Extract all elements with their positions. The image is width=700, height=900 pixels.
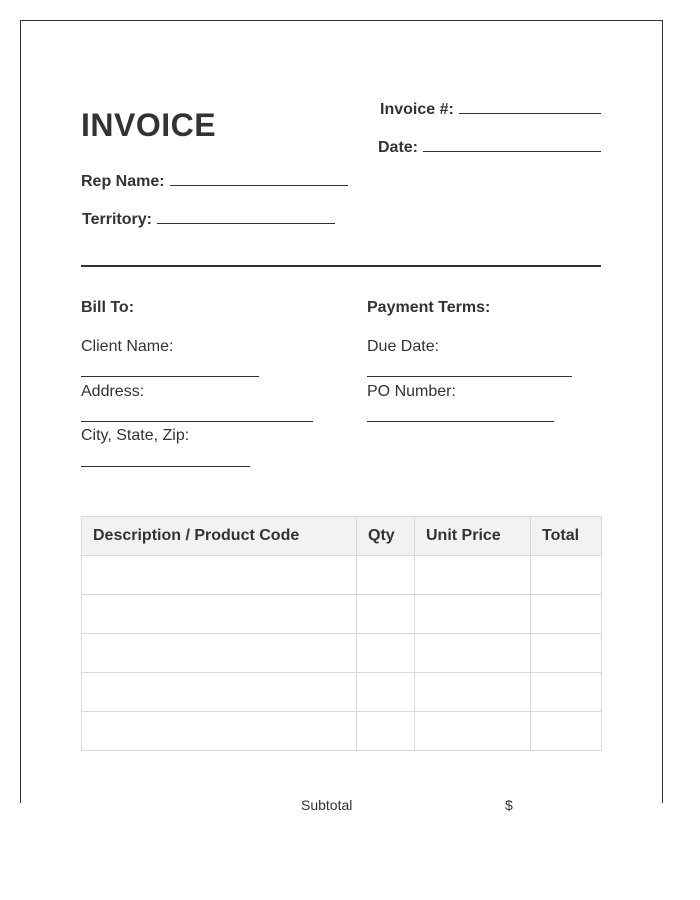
invoice-number-label: Invoice #: <box>380 101 454 118</box>
table-row <box>82 673 602 712</box>
line-items-table <box>81 516 602 751</box>
bill-to-heading: Bill To: <box>81 299 135 316</box>
invoice-number-field <box>380 99 601 119</box>
cell-total[interactable] <box>531 556 602 595</box>
cell-unit-price[interactable] <box>415 634 531 673</box>
invoice-title: INVOICE <box>81 107 217 143</box>
cell-qty[interactable] <box>357 673 415 712</box>
po-number-line[interactable] <box>367 421 554 422</box>
subtotal-currency: $ <box>505 797 513 813</box>
due-date-line[interactable] <box>367 376 572 377</box>
table-row <box>82 556 602 595</box>
cell-description[interactable] <box>82 673 357 712</box>
cell-total[interactable] <box>531 712 602 751</box>
rep-name-label: Rep Name: <box>81 173 165 190</box>
table-header-row <box>82 517 602 556</box>
cell-total[interactable] <box>531 595 602 634</box>
date-field <box>378 137 601 157</box>
cell-unit-price[interactable] <box>415 556 531 595</box>
cell-description[interactable] <box>82 595 357 634</box>
header-divider <box>81 265 601 267</box>
column-header-total: Total <box>531 517 602 556</box>
cell-total[interactable] <box>531 673 602 712</box>
cell-description[interactable] <box>82 556 357 595</box>
table-row <box>82 712 602 751</box>
address-label: Address: <box>81 383 145 400</box>
column-header-description: Description / Product Code <box>82 517 357 556</box>
territory-label: Territory: <box>82 211 152 228</box>
cell-qty[interactable] <box>357 634 415 673</box>
rep-name-line[interactable] <box>170 171 348 186</box>
due-date-label: Due Date: <box>367 338 440 355</box>
table-row <box>82 595 602 634</box>
address-line[interactable] <box>81 421 313 422</box>
po-number-label: PO Number: <box>367 383 456 400</box>
territory-field <box>82 209 335 229</box>
cell-description[interactable] <box>82 634 357 673</box>
cell-description[interactable] <box>82 712 357 751</box>
client-name-label: Client Name: <box>81 338 174 355</box>
column-header-qty: Qty <box>357 517 415 556</box>
client-name-line[interactable] <box>81 376 259 377</box>
territory-line[interactable] <box>157 209 335 224</box>
date-label: Date: <box>378 139 419 156</box>
subtotal-label: Subtotal <box>301 797 353 813</box>
cell-qty[interactable] <box>357 712 415 751</box>
cell-unit-price[interactable] <box>415 712 531 751</box>
date-line[interactable] <box>423 137 601 152</box>
cell-unit-price[interactable] <box>415 673 531 712</box>
table-row <box>82 634 602 673</box>
payment-terms-heading: Payment Terms: <box>367 299 491 316</box>
rep-name-field <box>81 171 348 191</box>
cell-unit-price[interactable] <box>415 595 531 634</box>
cell-qty[interactable] <box>357 556 415 595</box>
invoice-number-line[interactable] <box>459 99 601 114</box>
city-state-zip-line[interactable] <box>81 466 250 467</box>
city-state-zip-label: City, State, Zip: <box>81 427 190 444</box>
column-header-unit-price: Unit Price <box>415 517 531 556</box>
cell-qty[interactable] <box>357 595 415 634</box>
invoice-page <box>20 20 663 813</box>
cell-total[interactable] <box>531 634 602 673</box>
